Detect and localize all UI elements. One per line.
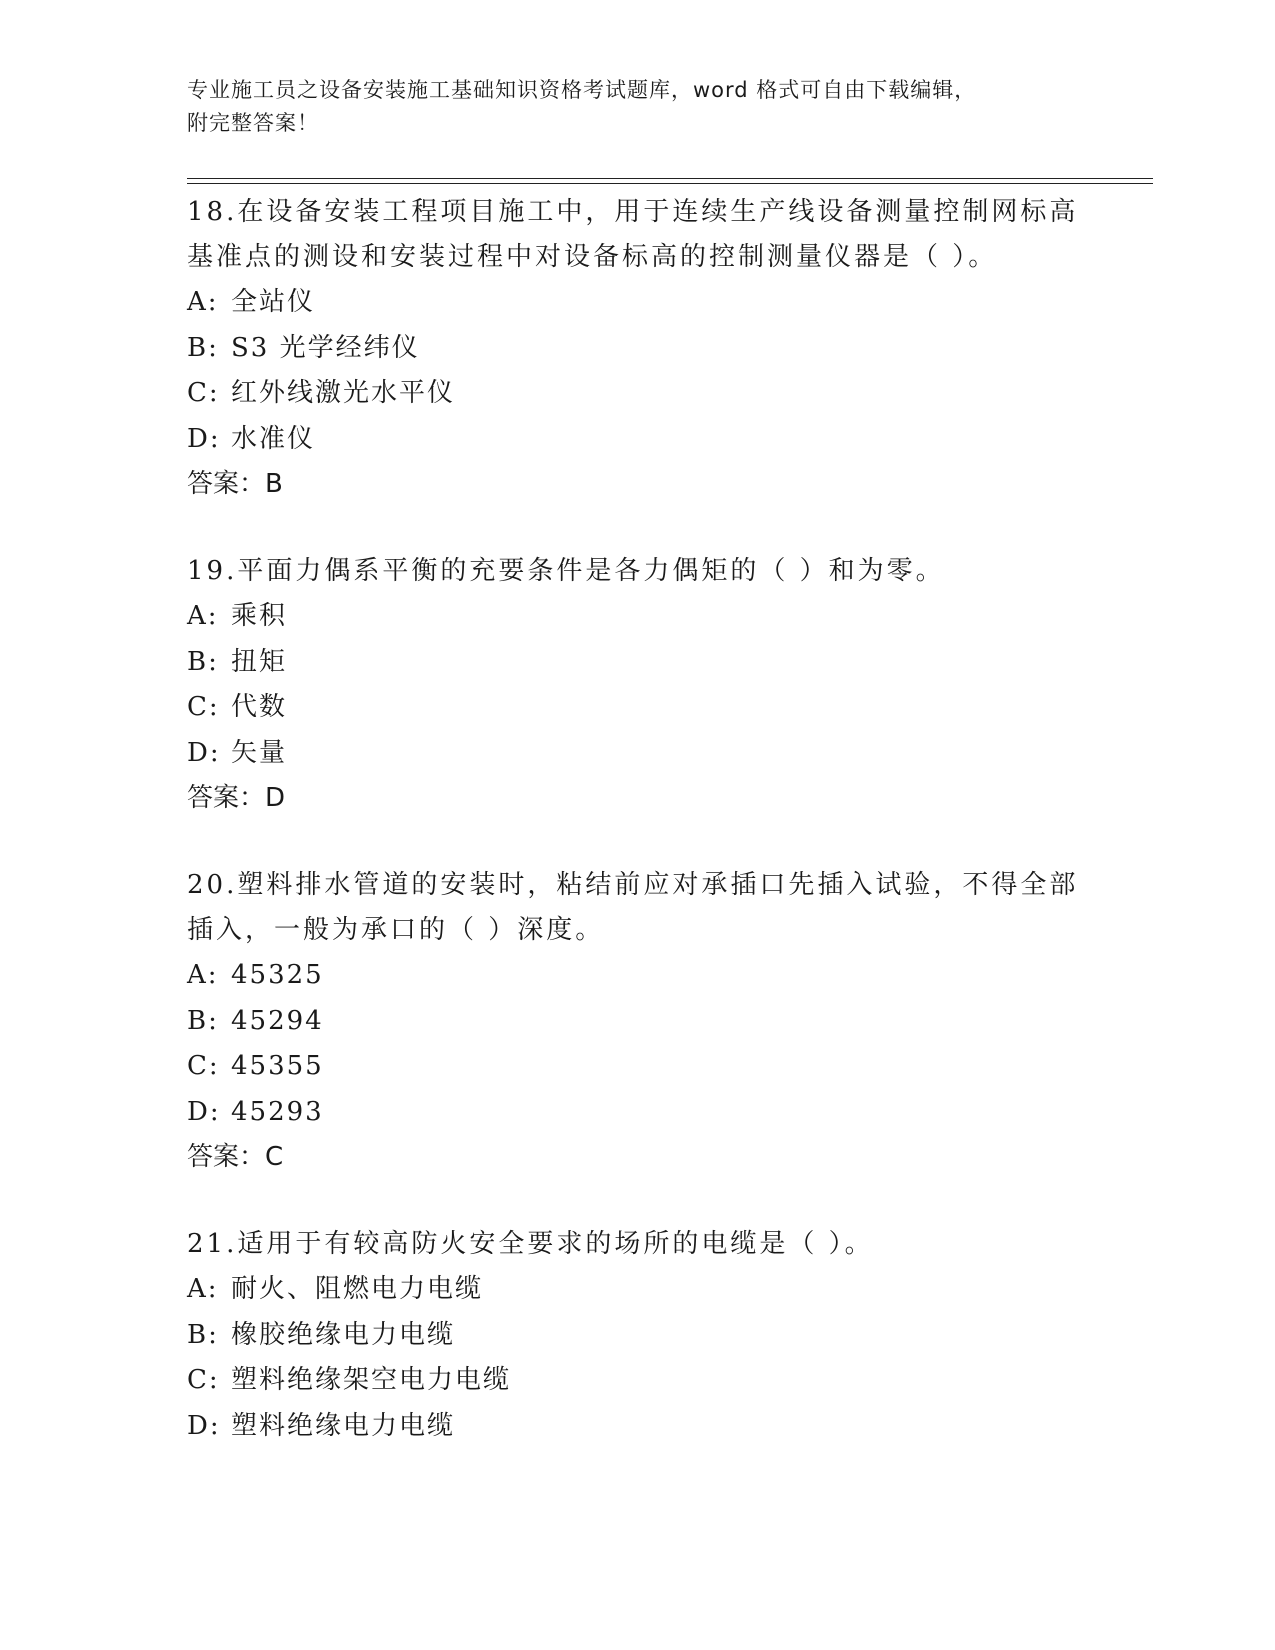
- option-c: [187, 1358, 1087, 1404]
- option-text: 塑料绝缘架空电力电缆: [231, 1365, 512, 1395]
- option-text: 水准仪: [231, 423, 316, 454]
- option-b: [187, 640, 1087, 686]
- option-c: [187, 1044, 1087, 1090]
- question-18: [187, 190, 1087, 507]
- option-letter: B:: [187, 1319, 219, 1350]
- question-text: 18.在设备安装工程项目施工中，用于连续生产线设备测量控制网标高基准点的测设和安装过程中对设备标高的控制测量仪器是（ ）。: [187, 197, 1079, 272]
- option-text: 45325: [231, 960, 324, 990]
- header-line-2: 附完整答案！: [187, 111, 319, 135]
- option-letter: C:: [187, 1365, 220, 1395]
- option-text: 45293: [231, 1096, 324, 1127]
- option-text: S3 光学经纬仪: [231, 332, 420, 363]
- answer: 答案：B: [187, 469, 283, 499]
- option-letter: B:: [187, 646, 219, 677]
- option-text: 塑料绝缘电力电缆: [231, 1410, 456, 1441]
- option-letter: B:: [187, 332, 219, 363]
- answer: 答案：D: [187, 783, 286, 813]
- option-letter: A:: [187, 960, 219, 990]
- option-b: [187, 1313, 1087, 1359]
- option-text: 矢量: [231, 737, 288, 768]
- option-a: [187, 1267, 1087, 1313]
- option-d: [187, 1404, 1087, 1450]
- option-text: 代数: [231, 692, 288, 722]
- question-20: [187, 863, 1087, 1180]
- option-d: [187, 1090, 1087, 1136]
- option-a: [187, 953, 1087, 999]
- question-text: 20.塑料排水管道的安装时，粘结前应对承插口先插入试验，不得全部插入，一般为承口的（ ）深度。: [187, 870, 1079, 945]
- option-text: 45355: [231, 1051, 324, 1081]
- option-text: 乘积: [231, 601, 288, 631]
- option-text: 扭矩: [231, 646, 288, 677]
- question-19: [187, 549, 1087, 821]
- option-letter: D:: [187, 737, 221, 768]
- question-text: 19.平面力偶系平衡的充要条件是各力偶矩的（ ）和为零。: [187, 556, 945, 586]
- document-header: [187, 74, 1087, 140]
- option-b: [187, 999, 1087, 1045]
- option-text: 45294: [231, 1005, 324, 1036]
- option-letter: D:: [187, 423, 221, 454]
- option-b: [187, 326, 1087, 372]
- option-letter: A:: [187, 601, 219, 631]
- header-line-1: 专业施工员之设备安装施工基础知识资格考试题库，word 格式可自由下载编辑，: [187, 78, 977, 102]
- option-letter: D:: [187, 1410, 221, 1441]
- option-letter: A:: [187, 1274, 219, 1304]
- answer: 答案：C: [187, 1142, 284, 1172]
- option-d: [187, 731, 1087, 777]
- question-text: 21.适用于有较高防火安全要求的场所的电缆是（ ）。: [187, 1229, 874, 1259]
- header-divider-bottom: [187, 183, 1153, 184]
- option-letter: A:: [187, 287, 219, 317]
- option-c: [187, 371, 1087, 417]
- option-letter: D:: [187, 1096, 221, 1127]
- option-a: [187, 594, 1087, 640]
- header-divider-top: [187, 178, 1153, 179]
- option-c: [187, 685, 1087, 731]
- option-letter: C:: [187, 378, 220, 408]
- option-letter: B:: [187, 1005, 219, 1036]
- option-letter: C:: [187, 692, 220, 722]
- option-letter: C:: [187, 1051, 220, 1081]
- question-21: [187, 1222, 1087, 1449]
- option-d: [187, 417, 1087, 463]
- option-text: 全站仪: [231, 287, 316, 317]
- option-text: 红外线激光水平仪: [231, 378, 456, 408]
- option-text: 橡胶绝缘电力电缆: [231, 1319, 456, 1350]
- question-list: [187, 190, 1087, 1491]
- option-a: [187, 280, 1087, 326]
- option-text: 耐火、阻燃电力电缆: [231, 1274, 484, 1304]
